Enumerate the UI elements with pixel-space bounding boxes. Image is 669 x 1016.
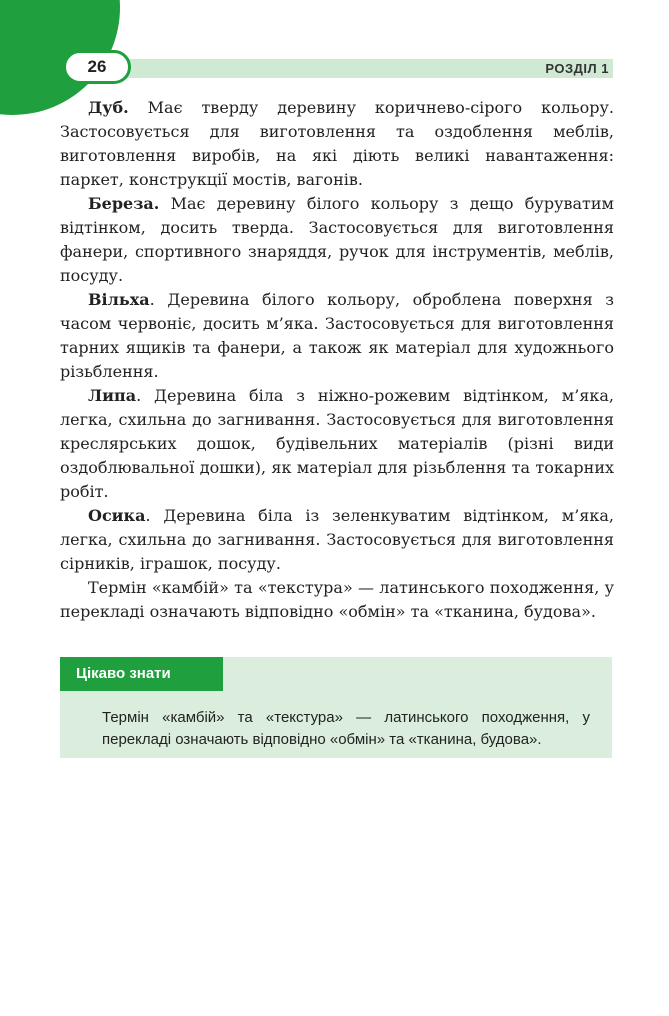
term-birch: Береза.	[88, 194, 160, 213]
paragraph-text: Термін «камбій» та «текстура» — латинського походження, у перекладі означають відповідно «обмін» та «тканина, будова».	[60, 578, 614, 621]
paragraph-terms	[60, 576, 614, 624]
paragraph-text: Має деревину білого кольору з дещо буруватим відтінком, досить тверда. Застосовується для виготовлення фанери, спортивного знаряддя, ручок для інструментів, меблів, посуду.	[60, 194, 614, 285]
term-alder: Вільха	[88, 290, 150, 309]
term-oak: Дуб.	[88, 98, 129, 117]
info-box-text: Термін «камбій» та «текстура» — латинського походження, у перекладі означають відповідно «обмін» та «тканина, будова».	[102, 709, 590, 748]
paragraph-linden	[60, 384, 614, 504]
section-label: РОЗДІЛ 1	[545, 61, 609, 76]
header-band	[122, 59, 613, 78]
paragraph-birch	[60, 192, 614, 288]
main-text	[60, 96, 614, 624]
term-linden: Липа	[88, 386, 137, 405]
term-aspen: Осика	[88, 506, 146, 525]
paragraph-oak	[60, 96, 614, 192]
paragraph-text: Має тверду деревину коричнево-сірого кольору. Застосовується для виготовлення та оздоблення меблів, виготовлення виробів, на які діють великі навантаження: паркет, конструкції мостів, вагонів.	[60, 98, 614, 189]
paragraph-text: . Деревина біла із зеленкуватим відтінком, м’яка, легка, схильна до загнивання. Застосовується для виготовлення сірників, іграшок, посуду.	[60, 506, 614, 573]
paragraph-alder	[60, 288, 614, 384]
paragraph-aspen	[60, 504, 614, 576]
info-box	[60, 657, 612, 758]
info-box-title: Цікаво знати	[60, 657, 223, 691]
page-number: 26	[63, 50, 131, 84]
paragraph-text: . Деревина білого кольору, оброблена поверхня з часом червоніє, досить м’яка. Застосовується для виготовлення тарних ящиків та фанери, а також як матеріал для художнього різьблення.	[60, 290, 614, 381]
paragraph-text: . Деревина біла з ніжно-рожевим відтінком, м’яка, легка, схильна до загнивання. Застосовується для виготовлення креслярських дошок, будівельних матеріалів (різні види оздоблювальної дошки), як матеріал для різьблення та токарних робіт.	[60, 386, 614, 501]
